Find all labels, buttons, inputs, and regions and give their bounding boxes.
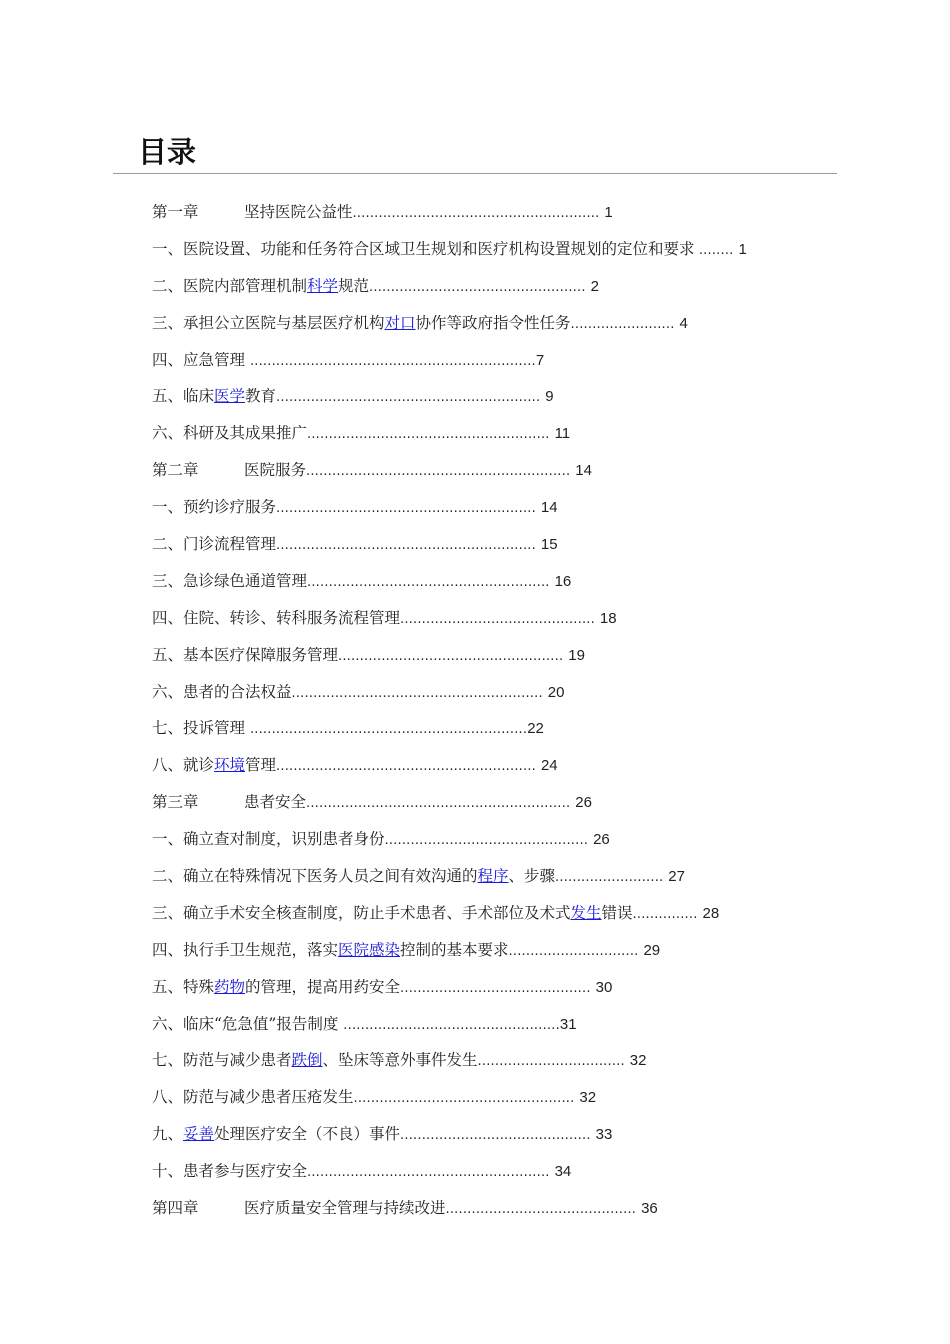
keyword-link[interactable]: 医院感染 xyxy=(338,940,401,959)
toc-section-entry[interactable] xyxy=(152,899,832,936)
page-number: 27 xyxy=(668,868,685,886)
dot-leader: ............................................................ xyxy=(276,501,536,517)
entry-title: 处理医疗安全（不良）事件 xyxy=(214,1125,401,1144)
keyword-link[interactable]: 对口 xyxy=(384,313,416,332)
page-number: 15 xyxy=(540,536,558,554)
dot-leader: ............................................................. xyxy=(306,464,571,480)
page-number: 16 xyxy=(554,572,572,590)
toc-chapter-entry[interactable] xyxy=(152,788,832,825)
entry-title: 六、患者的合法权益 xyxy=(152,682,292,701)
page-number: 7 xyxy=(535,351,545,369)
entry-title: 四、执行手卫生规范，落实 xyxy=(152,940,339,959)
entry-title: 、步骤 xyxy=(508,867,556,886)
toc-chapter-entry[interactable] xyxy=(152,456,832,493)
title-divider xyxy=(113,173,837,174)
entry-title: 九、 xyxy=(152,1125,184,1144)
dot-leader: ........................................................ xyxy=(307,574,550,590)
entry-title: 五、基本医疗保障服务管理 xyxy=(152,645,339,664)
entry-title: 一、医院设置、功能和任务符合区域卫生规划和医疗机构设置规划的定位和要求 xyxy=(152,239,695,258)
page-number: 2 xyxy=(590,277,599,295)
toc-section-entry[interactable] xyxy=(152,567,832,604)
toc-section-entry[interactable] xyxy=(152,530,832,567)
toc-section-entry[interactable] xyxy=(152,1046,832,1083)
dot-leader: ........................................................ xyxy=(307,1165,550,1181)
dot-leader: ............................................ xyxy=(400,1128,591,1144)
dot-leader: ............................................... xyxy=(384,833,589,849)
entry-title: 三、承担公立医院与基层医疗机构 xyxy=(152,313,385,332)
toc-section-entry[interactable] xyxy=(152,751,832,788)
page-number: 20 xyxy=(547,683,565,701)
page-number: 32 xyxy=(629,1052,647,1070)
dot-leader: ........................ xyxy=(570,316,675,332)
entry-title: 一、预约诊疗服务 xyxy=(152,498,277,517)
page-number: 32 xyxy=(579,1089,597,1107)
toc-section-entry[interactable] xyxy=(152,641,832,678)
dot-leader: ............................................................ xyxy=(276,759,536,775)
chapter-number: 第四章 xyxy=(152,1199,199,1218)
entry-title: 错误 xyxy=(601,903,633,922)
entry-title: 协作等政府指令性任务 xyxy=(415,313,571,332)
dot-leader: ................................................... xyxy=(353,1091,575,1107)
toc-section-entry[interactable] xyxy=(152,309,832,346)
keyword-link[interactable]: 医学 xyxy=(214,387,246,406)
entry-title: 患者安全 xyxy=(244,793,307,812)
toc-section-entry[interactable] xyxy=(152,825,832,862)
dot-leader: .............................. xyxy=(508,943,639,959)
toc-section-entry[interactable] xyxy=(152,346,832,383)
entry-title: 医疗质量安全管理与持续改进 xyxy=(244,1199,446,1218)
dot-leader: ............................................ xyxy=(400,980,591,996)
entry-title: 控制的基本要求 xyxy=(400,940,509,959)
dot-leader: ............... xyxy=(632,906,698,922)
toc-section-entry[interactable] xyxy=(152,1010,832,1047)
page-number: 18 xyxy=(599,609,617,627)
keyword-link[interactable]: 发生 xyxy=(570,903,602,922)
keyword-link[interactable]: 药物 xyxy=(214,977,246,996)
dot-leader: .................................................. xyxy=(343,1017,560,1033)
page-number: 34 xyxy=(554,1163,572,1181)
dot-leader: .................................................. xyxy=(369,279,586,295)
toc-section-entry[interactable] xyxy=(152,235,832,272)
page-number: 36 xyxy=(641,1200,658,1218)
toc-section-entry[interactable] xyxy=(152,419,832,456)
chapter-number: 第一章 xyxy=(152,203,199,221)
toc-chapter-entry[interactable] xyxy=(152,198,832,235)
toc-section-entry[interactable] xyxy=(152,678,832,715)
dot-leader: ............................................ xyxy=(445,1202,637,1218)
page-number: 19 xyxy=(568,646,585,664)
dot-leader: ............................................................ xyxy=(276,538,536,554)
entry-title: 三、确立手术安全核查制度，防止手术患者、手术部位及术式 xyxy=(152,903,571,922)
chapter-number: 第二章 xyxy=(152,461,199,480)
dot-leader: .................................................... xyxy=(338,648,564,664)
dot-leader: .................................................................. xyxy=(249,353,536,369)
table-of-contents xyxy=(152,198,832,1231)
entry-title: 规范 xyxy=(338,276,370,295)
page-number: 26 xyxy=(593,831,610,849)
page-number: 29 xyxy=(643,941,661,959)
toc-chapter-entry[interactable] xyxy=(152,1194,832,1231)
dot-leader: ......................... xyxy=(555,870,664,886)
dot-leader: .................................. xyxy=(477,1054,625,1070)
entry-title: 七、投诉管理 xyxy=(152,719,250,738)
dot-leader: ............................................. xyxy=(400,611,595,627)
entry-title: 四、应急管理 xyxy=(152,350,250,369)
dot-leader: ......................................................... xyxy=(352,206,600,221)
toc-section-entry[interactable] xyxy=(152,714,832,751)
entry-title: 二、确立在特殊情况下医务人员之间有效沟通的 xyxy=(152,867,478,886)
entry-title: 二、医院内部管理机制 xyxy=(152,276,308,295)
entry-title: 七、防范与减少患者 xyxy=(152,1051,292,1070)
page-number: 1 xyxy=(604,204,613,221)
chapter-number: 第三章 xyxy=(152,793,199,812)
toc-section-entry[interactable] xyxy=(152,382,832,419)
dot-leader: ................................................................ xyxy=(249,722,528,738)
keyword-link[interactable]: 妥善 xyxy=(183,1125,215,1144)
keyword-link[interactable]: 跌倒 xyxy=(291,1051,323,1070)
entry-title: 六、科研及其成果推广 xyxy=(152,424,308,443)
page-number: 28 xyxy=(702,904,720,922)
page-number: 9 xyxy=(545,388,554,406)
toc-section-entry[interactable] xyxy=(152,1120,832,1157)
toc-section-entry[interactable] xyxy=(152,493,832,530)
toc-section-entry[interactable] xyxy=(152,272,832,309)
entry-title: 的管理，提高用药安全 xyxy=(245,977,401,996)
entry-title: 五、临床 xyxy=(152,387,215,406)
entry-title: 八、防范与减少患者压疮发生 xyxy=(152,1088,354,1107)
keyword-link[interactable]: 科学 xyxy=(307,276,339,295)
entry-title: 三、急诊绿色通道管理 xyxy=(152,571,308,590)
dot-leader: ........ xyxy=(694,242,734,258)
page-number: 30 xyxy=(595,978,613,996)
dot-leader: .......................................................... xyxy=(291,685,543,701)
page-number: 4 xyxy=(679,314,688,332)
page-number: 33 xyxy=(595,1126,613,1144)
page-number: 1 xyxy=(738,240,747,258)
page-number: 11 xyxy=(554,425,571,443)
entry-title: 八、就诊 xyxy=(152,756,215,775)
entry-title: 二、门诊流程管理 xyxy=(152,535,277,554)
keyword-link[interactable]: 环境 xyxy=(214,756,246,775)
entry-title: 管理 xyxy=(245,756,277,775)
page-number: 14 xyxy=(575,462,592,480)
page-title: 目录 xyxy=(138,135,197,169)
page-number: 31 xyxy=(559,1015,577,1033)
entry-title: 十、患者参与医疗安全 xyxy=(152,1162,308,1181)
entry-title: 四、住院、转诊、转科服务流程管理 xyxy=(152,608,401,627)
entry-title: 教育 xyxy=(245,387,277,406)
dot-leader: ............................................................. xyxy=(276,390,541,406)
page-number: 26 xyxy=(575,794,592,812)
page-number: 24 xyxy=(540,757,558,775)
toc-section-entry[interactable] xyxy=(152,1157,832,1194)
entry-title: 一、确立查对制度，识别患者身份 xyxy=(152,830,385,849)
toc-section-entry[interactable] xyxy=(152,604,832,641)
dot-leader: ........................................................ xyxy=(307,427,550,443)
entry-title: 坚持医院公益性 xyxy=(244,203,353,221)
page-number: 22 xyxy=(527,720,544,738)
toc-section-entry[interactable] xyxy=(152,862,832,899)
toc-section-entry[interactable] xyxy=(152,1083,832,1120)
dot-leader: ............................................................. xyxy=(306,796,571,812)
keyword-link[interactable]: 程序 xyxy=(477,867,509,886)
entry-title: 五、特殊 xyxy=(152,977,215,996)
entry-title: 、坠床等意外事件发生 xyxy=(322,1051,478,1070)
entry-title: 医院服务 xyxy=(244,461,307,480)
page-number: 14 xyxy=(540,499,558,517)
toc-section-entry[interactable] xyxy=(152,936,832,973)
entry-title: 六、临床“危急值”报告制度 xyxy=(152,1014,344,1033)
toc-section-entry[interactable] xyxy=(152,973,832,1010)
